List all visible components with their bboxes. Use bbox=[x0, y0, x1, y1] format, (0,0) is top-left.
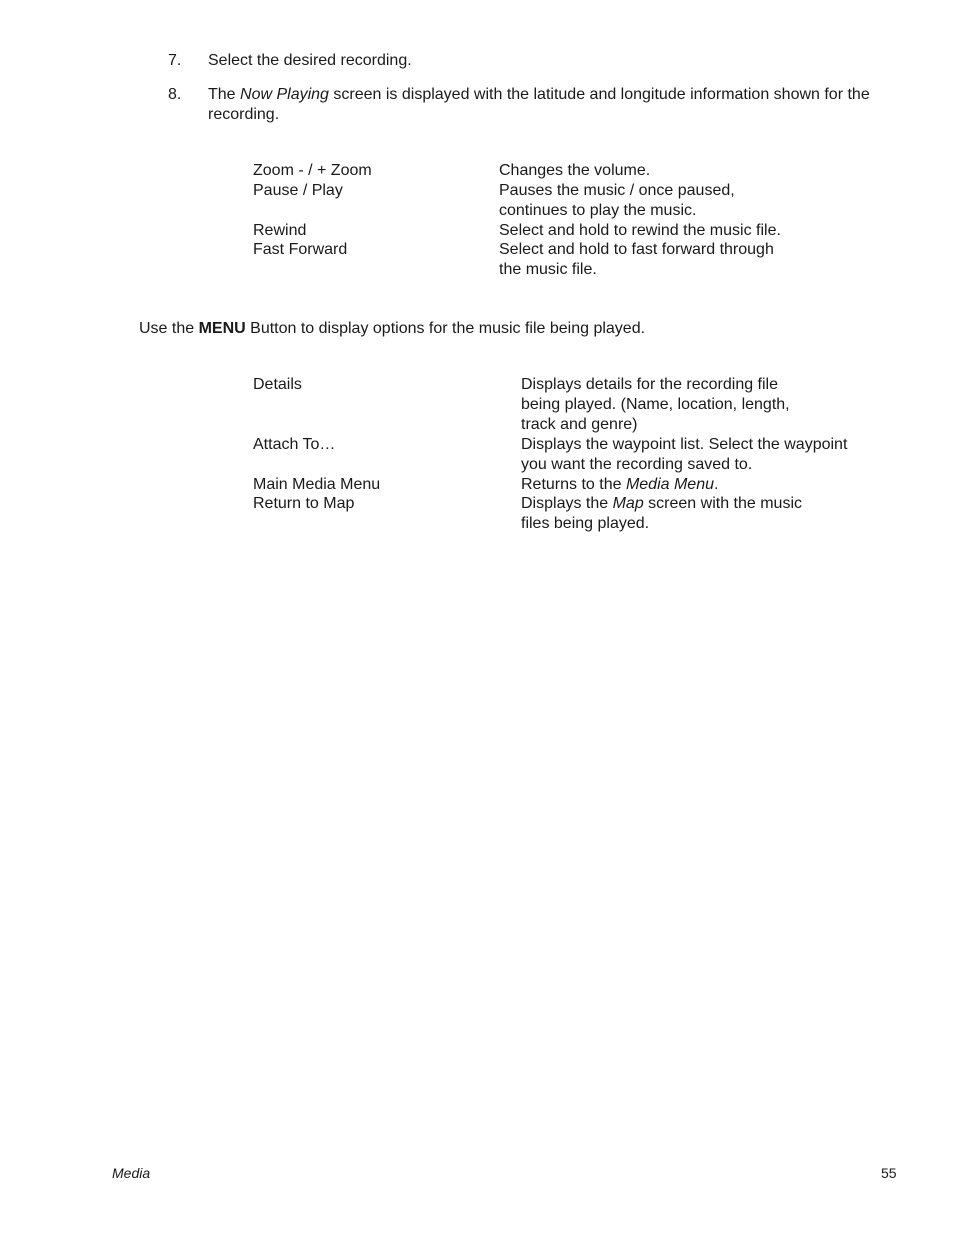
menu-option-desc: Displays the waypoint list. Select the waypoint you want the recording saved to. bbox=[521, 436, 848, 473]
control-desc: Select and hold to fast forward through the music file. bbox=[499, 241, 774, 278]
step-text: Select the desired recording. bbox=[208, 52, 412, 69]
control-label: Pause / Play bbox=[253, 182, 343, 199]
menu-option-label: Details bbox=[253, 376, 302, 393]
menu-option-desc: Displays details for the recording file being played. (Name, location, length, track and genre) bbox=[521, 376, 790, 433]
menu-option-label: Attach To… bbox=[253, 436, 336, 453]
step-number: 8. bbox=[168, 86, 182, 103]
control-label: Zoom - / + Zoom bbox=[253, 162, 372, 179]
menu-option-label: Main Media Menu bbox=[253, 476, 381, 493]
control-desc: Select and hold to rewind the music file. bbox=[499, 222, 781, 239]
step-number: 7. bbox=[168, 52, 182, 69]
footer-section-name: Media bbox=[112, 1165, 151, 1181]
control-label: Rewind bbox=[253, 222, 307, 239]
menu-button-name: MENU bbox=[198, 320, 246, 337]
menu-option-label: Return to Map bbox=[253, 495, 355, 512]
control-desc: Changes the volume. bbox=[499, 162, 651, 179]
page-number: 55 bbox=[881, 1165, 897, 1181]
control-label: Fast Forward bbox=[253, 241, 348, 258]
step-text: The Now Playing screen is displayed with the latitude and longitude information shown for the recording. bbox=[208, 86, 870, 123]
menu-option-desc: Returns to the Media Menu. bbox=[521, 476, 719, 493]
menu-option-desc: Displays the Map screen with the music files being played. bbox=[521, 495, 802, 532]
control-desc: Pauses the music / once paused, continues to play the music. bbox=[499, 182, 735, 219]
menu-intro: Use the MENU Button to display options for the music file being played. bbox=[139, 320, 646, 337]
